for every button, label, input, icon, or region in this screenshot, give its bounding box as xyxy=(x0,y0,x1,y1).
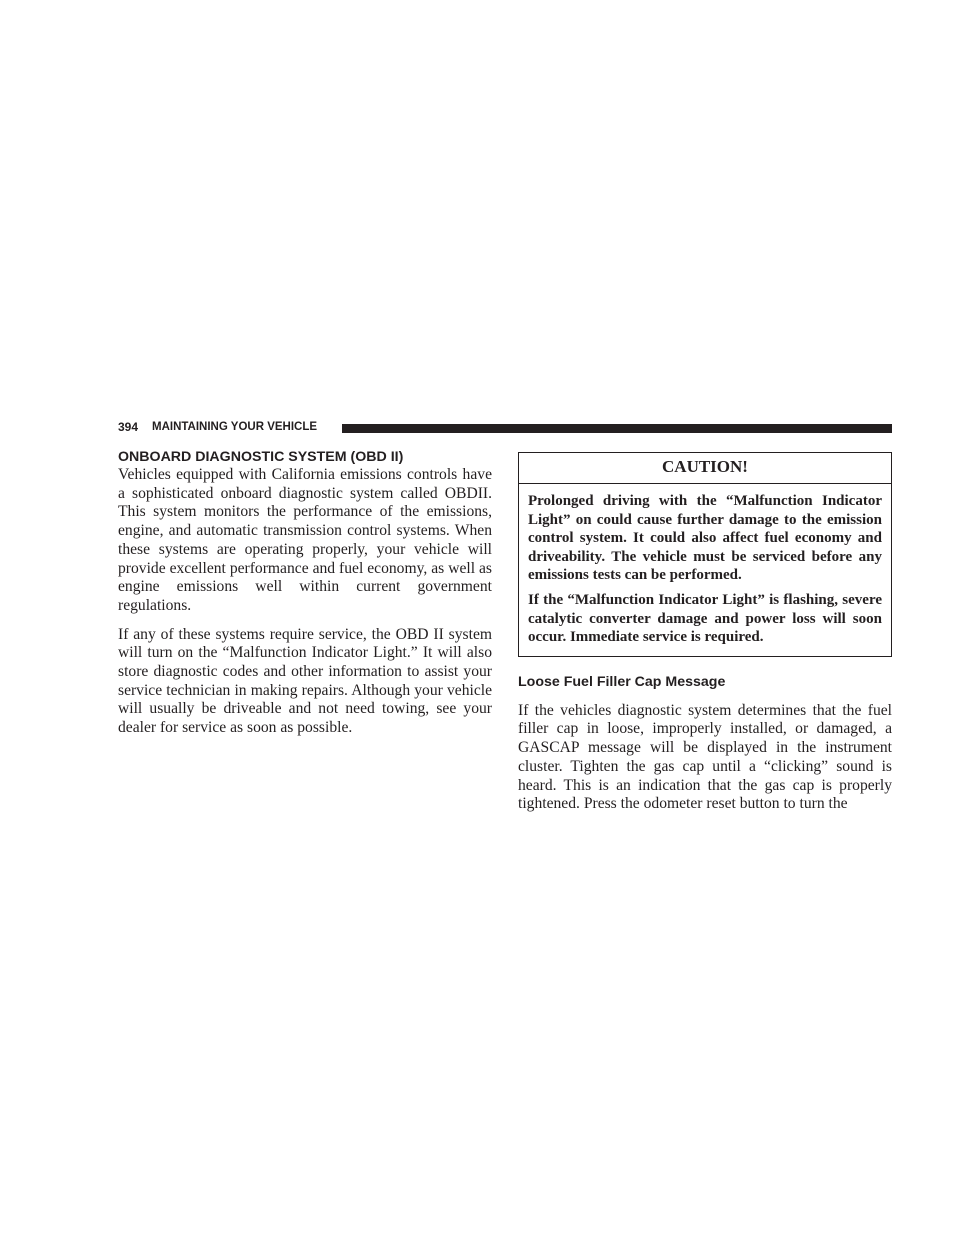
caution-title: CAUTION! xyxy=(519,453,891,484)
left-column xyxy=(118,448,492,738)
obd-heading: ONBOARD DIAGNOSTIC SYSTEM (OBD II) xyxy=(118,449,404,465)
caution-paragraph-2: If the “Malfunction Indicator Light” is flashing, severe catalytic converter damage and power loss will soon occur. Immediate service is required. xyxy=(528,591,882,646)
obd-paragraph-1: Vehicles equipped with California emissions controls have a sophisticated onboard diagnostic system called OBDII. This system monitors the performance of the emissions, engine, and automatic transmission control systems. When these systems are operating properly, your vehicle will provide excellent performance and fuel economy, as well as engine emissions well within current government regulations. xyxy=(118,466,492,614)
obd-paragraph-2: If any of these systems require service, the OBD II system will turn on the “Malfunction Indicator Light.” It will also store diagnostic codes and other information to assist your service technician in making repairs. Although your vehicle will usually be driveable and not need towing, see your dealer for service as soon as possible. xyxy=(118,625,492,737)
page-header xyxy=(118,419,892,435)
section-title: MAINTAINING YOUR VEHICLE xyxy=(152,421,318,433)
caution-body xyxy=(519,484,891,656)
header-rule xyxy=(342,424,892,433)
caution-box xyxy=(518,452,892,657)
right-column xyxy=(518,452,892,814)
gascap-subheading: Loose Fuel Filler Cap Message xyxy=(518,673,726,690)
gascap-paragraph: If the vehicles diagnostic system determines that the fuel filler cap in loose, improperly installed, or damaged, a GASCAP message will be displayed in the instrument cluster. Tighten the gas cap until a “clicking” sound is heard. This is an indication that the gas cap is properly tightened. Press the odometer reset button to turn the xyxy=(518,701,892,813)
page-number: 394 xyxy=(118,420,139,434)
caution-paragraph-1: Prolonged driving with the “Malfunction Indicator Light” on could cause further damage to the emission control system. It could also affect fuel economy and driveability. The vehicle must be serviced before any emissions tests can be performed. xyxy=(528,493,882,584)
